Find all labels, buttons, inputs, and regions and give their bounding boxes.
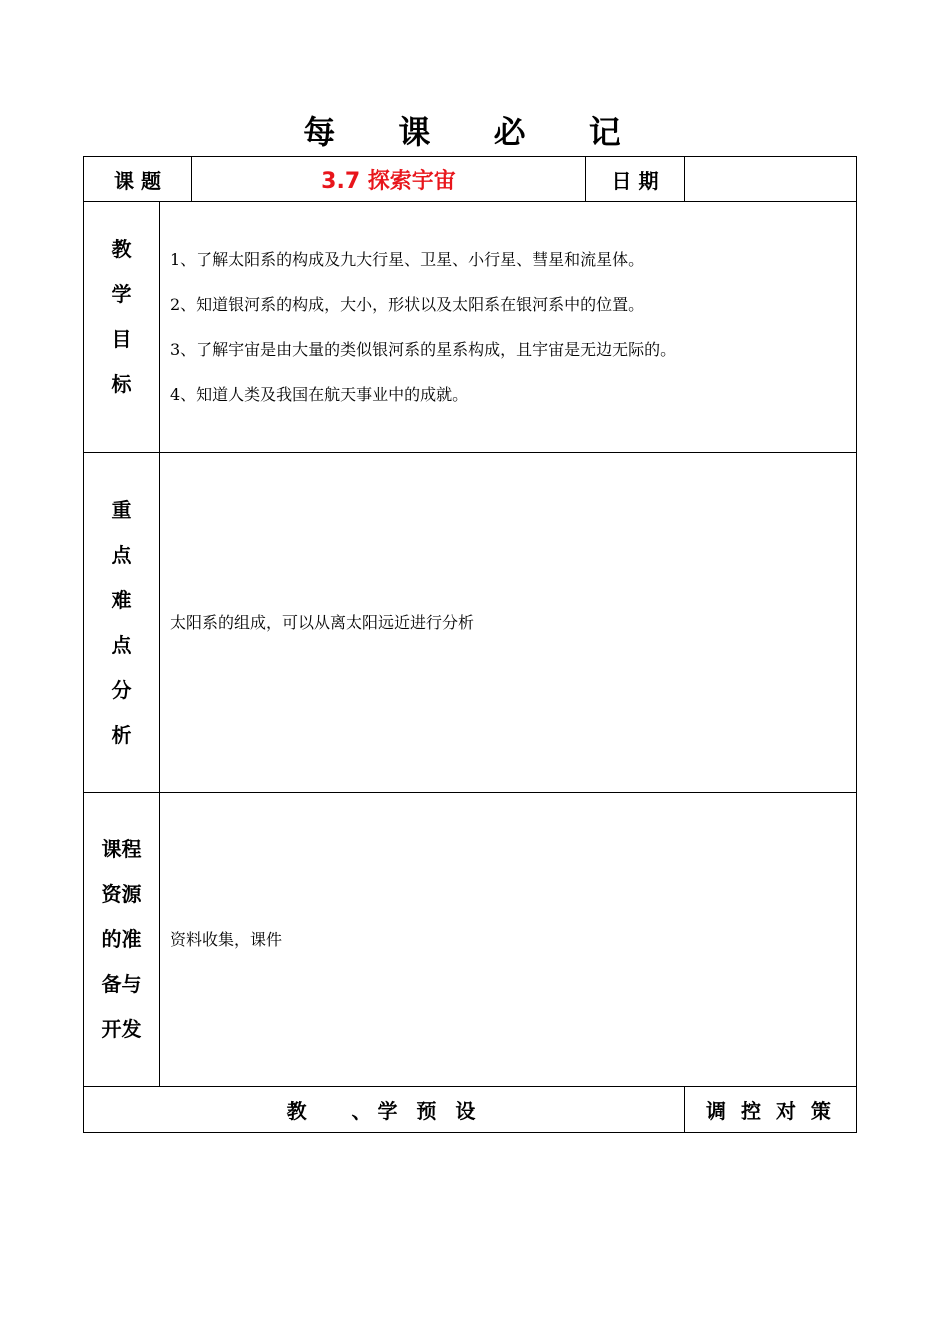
date-label-text: 日 期: [611, 168, 659, 193]
key-points-label-char: 重: [111, 497, 132, 522]
control-strategy-label-text: 调 控 对 策: [706, 1099, 835, 1123]
resources-text: 资料收集，课件: [170, 930, 283, 949]
objectives-label-char: 学: [111, 282, 132, 306]
control-strategy-label: [685, 1087, 856, 1132]
topic-label: [84, 157, 191, 201]
objective-item: 1、了解太阳系的构成及九大行星、卫星、小行星、彗星和流星体。: [170, 250, 645, 269]
topic-value-text: 3.7 探索宇宙: [321, 168, 456, 194]
resources-label-line: 备与: [101, 972, 142, 996]
resources-label-line: 开发: [101, 1017, 142, 1041]
topic-value: [192, 157, 585, 201]
resources-label: [84, 793, 159, 1086]
objective-item: 4、知道人类及我国在航天事业中的成就。: [170, 385, 469, 404]
date-label: [586, 157, 684, 201]
teaching-plan-label: [84, 1087, 684, 1132]
objective-item: 3、了解宇宙是由大量的类似银河系的星系构成，且宇宙是无边无际的。: [170, 340, 677, 359]
objectives-label-char: 目: [111, 327, 132, 351]
key-points-label-char: 点: [111, 632, 132, 657]
key-points-label-char: 析: [111, 722, 132, 747]
key-points-label-char: 点: [111, 542, 132, 567]
page-title: 每 课 必 记: [303, 113, 647, 151]
resources-label-line: 资源: [101, 882, 142, 906]
resources-content: [160, 793, 850, 1086]
row-divider: [83, 201, 857, 202]
key-points-label-char: 难: [111, 587, 132, 612]
table-border-bottom: [83, 1132, 857, 1133]
teaching-plan-label-text: 教 、学 预 设: [286, 1099, 482, 1123]
topic-label-text: 课 题: [114, 168, 161, 193]
key-points-text: 太阳系的组成，可以从离太阳远近进行分析: [170, 613, 475, 632]
resources-label-line: 的准: [101, 927, 142, 951]
date-value: [685, 157, 856, 201]
key-points-label: [84, 453, 159, 792]
objectives-list: [160, 237, 850, 417]
objective-item: 2、知道银河系的构成，大小，形状以及太阳系在银河系中的位置。: [170, 295, 645, 314]
objectives-label: [84, 227, 159, 407]
resources-label-line: 课程: [101, 837, 142, 861]
objectives-label-char: 教: [111, 237, 132, 261]
objectives-label-char: 标: [111, 372, 132, 396]
key-points-label-char: 分: [111, 677, 132, 702]
table-border-right: [856, 156, 857, 1133]
key-points-content: [160, 453, 850, 792]
